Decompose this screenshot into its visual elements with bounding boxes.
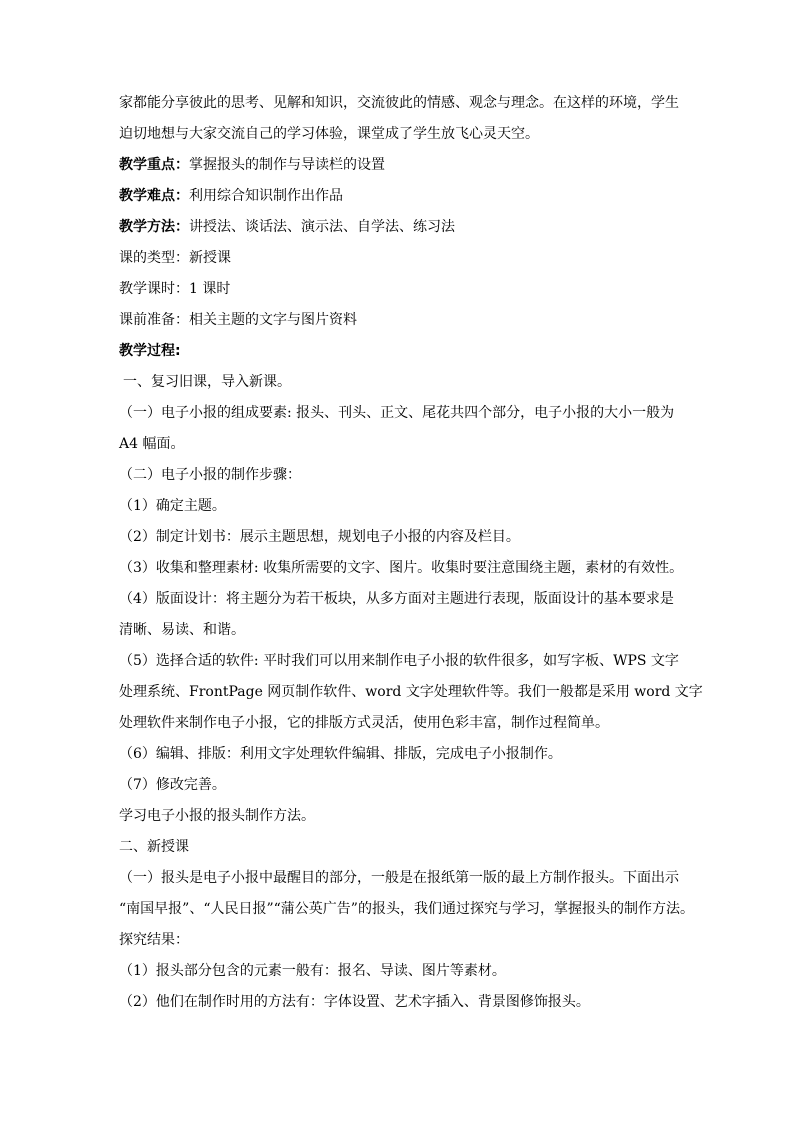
intro-line-1: 家都能分享彼此的思考、见解和知识，交流彼此的情感、观念与理念。在这样的环境，学生 [119,95,679,111]
difficulty-value: 利用综合知识制作出作品 [189,188,343,204]
prep-row [119,305,679,336]
section1-p1-line1: （一）电子小报的组成要素: 报头、刊头、正文、尾花共四个部分，电子小报的大小一般为 [119,405,675,421]
key-points-value: 掌握报头的制作与导读栏的设置 [189,157,385,173]
methods-label: 教学方法： [119,219,189,235]
hours-row [119,274,679,305]
step-4-line1: （4）版面设计：将主题分为若干板块，从多方面对主题进行表现，版面设计的基本要求是 [119,591,674,607]
section2-heading: 二、新授课 [119,839,189,855]
section2-p1-line1: （一）报头是电子小报中最醒目的部分，一般是在报纸第一版的最上方制作报头。下面出示 [119,870,679,886]
methods-value: 讲授法、谈话法、演示法、自学法、练习法 [189,219,455,235]
result-label: 探究结果： [119,932,189,948]
prep-value: 相关主题的文字与图片资料 [189,312,357,328]
section1-p2: （二）电子小报的制作步骤： [119,467,301,483]
difficulty-label: 教学难点： [119,188,189,204]
type-label: 课的类型： [119,250,189,266]
learn-masthead: 学习电子小报的报头制作方法。 [119,808,315,824]
key-points-label: 教学重点： [119,157,189,173]
section1-heading: 一、复习旧课，导入新课。 [123,374,291,390]
step-5-line1: （5）选择合适的软件: 平时我们可以用来制作电子小报的软件很多，如写字板、WPS 文字 [119,653,679,669]
type-value: 新授课 [189,250,231,266]
result-1: （1）报头部分包含的元素一般有：报名、导读、图片等素材。 [119,963,506,979]
hours-value: 1 课时 [189,281,231,297]
step-4-line2: 清晰、易读、和谐。 [119,622,245,638]
step-3: （3）收集和整理素材: 收集所需要的文字、图片。收集时要注意围绕主题，素材的有效性。 [119,560,684,576]
intro-line-2: 迫切地想与大家交流自己的学习体验，课堂成了学生放飞心灵天空。 [119,126,539,142]
prep-label: 课前准备： [119,312,189,328]
methods-row [119,212,679,243]
step-1: （1）确定主题。 [119,498,226,514]
result-2: （2）他们在制作时用的方法有：字体设置、艺术字插入、背景图修饰报头。 [119,994,590,1010]
step-7: （7）修改完善。 [119,777,226,793]
section2-p1-line2: “南国早报”、“人民日报”“蒲公英广告”的报头，我们通过探究与学习，掌握报头的制作方法。 [119,901,694,917]
step-5-line2: 处理系统、FrontPage 网页制作软件、word 文字处理软件等。我们一般都是采用 word 文字 [119,684,703,700]
process-heading: 教学过程: [119,343,181,359]
step-2: （2）制定计划书：展示主题思想，规划电子小报的内容及栏目。 [119,529,520,545]
section1-p1-line2: A4 幅面。 [119,436,185,452]
type-row [119,243,679,274]
step-6: （6）编辑、排版：利用文字处理软件编辑、排版，完成电子小报制作。 [119,746,562,762]
hours-label: 教学课时： [119,281,189,297]
step-5-line3: 处理软件来制作电子小报，它的排版方式灵活，使用色彩丰富，制作过程简单。 [119,715,609,731]
key-points-row [119,150,679,181]
difficulty-row [119,181,679,212]
document-page [119,88,703,1018]
